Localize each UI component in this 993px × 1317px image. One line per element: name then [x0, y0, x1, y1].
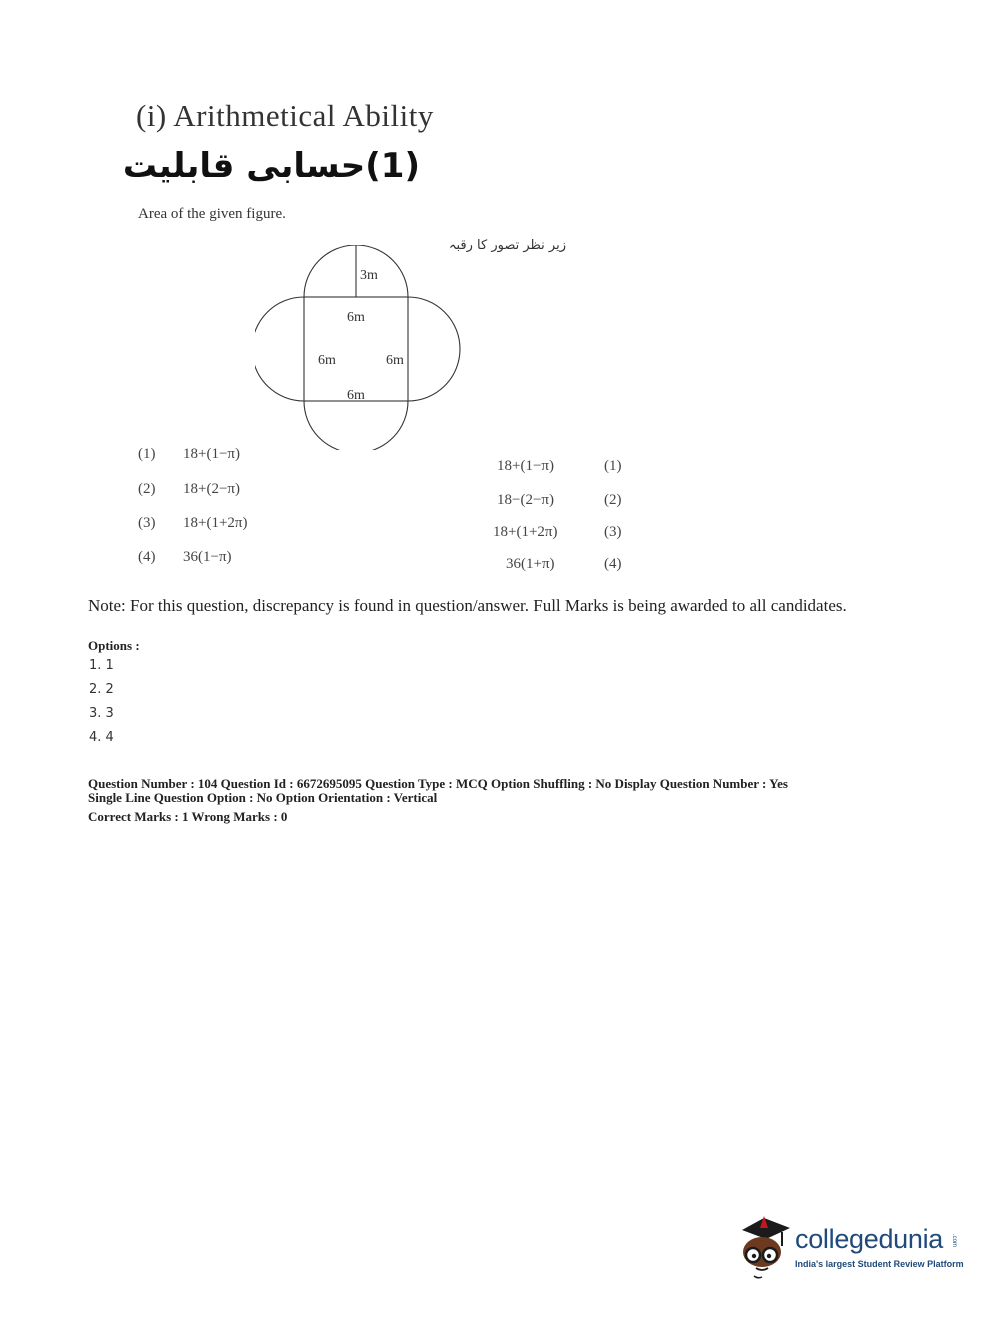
question-meta-line: Single Line Question Option : No Option Orientation : Vertical: [88, 790, 438, 805]
english-option-number: (3): [138, 515, 156, 531]
question-text: Area of the given figure.: [138, 206, 286, 222]
urdu-option-number: (3): [604, 524, 622, 540]
english-option-number: (1): [138, 446, 156, 462]
marks-meta-line: Correct Marks : 1 Wrong Marks : 0: [88, 809, 288, 824]
figure-semicircle-bottom: [304, 401, 408, 450]
english-option-expression: 18+(1+2π): [183, 515, 248, 531]
label-left-side: 6m: [318, 353, 336, 368]
urdu-option-number: (2): [604, 492, 622, 508]
answer-option: 2. 2: [89, 682, 114, 697]
brand-logo-suffix: .com: [951, 1234, 957, 1248]
english-option-expression: 36(1−π): [183, 549, 232, 565]
options-label: Options :: [88, 638, 140, 653]
urdu-option-expression: 36(1+π): [506, 556, 555, 572]
english-option-number: (2): [138, 481, 156, 497]
english-option-expression: 18+(1−π): [183, 446, 240, 462]
geometry-figure: [255, 245, 465, 450]
urdu-option-expression: 18+(1+2π): [493, 524, 558, 540]
urdu-option-expression: 18+(1−π): [497, 458, 554, 474]
answer-option: 4. 4: [89, 730, 114, 745]
label-radius: 3m: [360, 268, 378, 283]
section-title-urdu: (1)حسابی قابلیت: [122, 146, 420, 186]
brand-tagline: India's largest Student Review Platform: [795, 1259, 964, 1269]
urdu-option-number: (1): [604, 458, 622, 474]
mascot-icon: [734, 1208, 794, 1280]
answer-option: 3. 3: [89, 706, 114, 721]
urdu-option-expression: 18−(2−π): [497, 492, 554, 508]
brand-logo-text: collegedunia: [795, 1224, 944, 1254]
section-title: (i) Arithmetical Ability: [136, 98, 434, 133]
urdu-option-number: (4): [604, 556, 622, 572]
figure-semicircle-left: [255, 297, 304, 401]
label-right-side: 6m: [386, 353, 404, 368]
figure-semicircle-right: [408, 297, 460, 401]
question-text-urdu: زیر نظر تصور کا رقبہ: [448, 238, 566, 253]
label-top-side: 6m: [347, 310, 365, 325]
answer-option: 1. 1: [89, 658, 114, 673]
label-bottom-side: 6m: [347, 388, 365, 403]
english-option-number: (4): [138, 549, 156, 565]
discrepancy-note: Note: For this question, discrepancy is found in question/answer. Full Marks is being awarded to all candidates.: [88, 596, 847, 615]
english-option-expression: 18+(2−π): [183, 481, 240, 497]
question-meta-line: Question Number : 104 Question Id : 6672695095 Question Type : MCQ Option Shuffling : No Display Question Number : Yes: [88, 776, 788, 791]
